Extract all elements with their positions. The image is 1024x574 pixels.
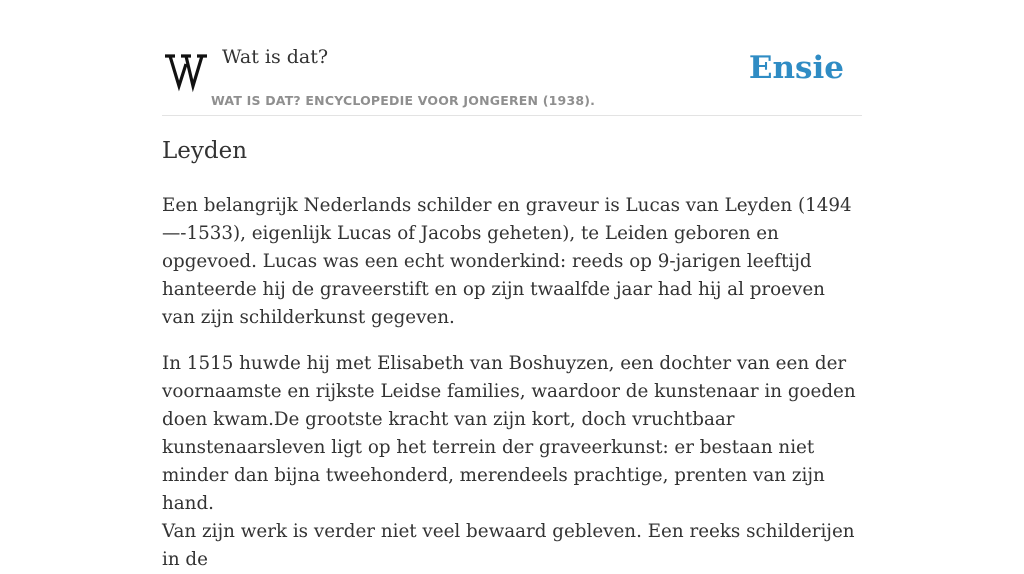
article-paragraph: Een belangrijk Nederlands schilder en graveur is Lucas van Leyden (1494 —-1533), eigenlijk Lucas of Jacobs geheten), te Leiden geboren en opgevoed. Lucas was een echt wonderkind: reeds op 9-jarigen leeftijd hanteerde hij de graveerstift en op zijn twaalfde jaar had hij al proeven van zijn schilderkunst gegeven. (162, 195, 852, 328)
article-paragraph: In 1515 huwde hij met Elisabeth van Boshuyzen, een dochter van een der voornaamste en rijkste Leidse families, waardoor de kunstenaar in goeden doen kwam.De grootste kracht van zijn kort, doch vruchtbaar kunstenaarsleven ligt op het terrein der graveerkunst: er bestaan niet minder dan bijna tweehonderd, merendeels prachtige, prenten van zijn hand. (162, 353, 856, 514)
site-title[interactable]: Wat is dat? (222, 46, 329, 68)
ensie-logo-link[interactable]: Ensie (748, 50, 844, 86)
article-body (162, 192, 862, 574)
article-title: Leyden (162, 138, 248, 164)
site-header (162, 40, 862, 116)
wikipedia-w-icon[interactable] (164, 52, 208, 90)
site-subtitle: WAT IS DAT? ENCYCLOPEDIE VOOR JONGEREN (1938). (211, 93, 596, 108)
article-paragraph: Van zijn werk is verder niet veel bewaard gebleven. Een reeks schilderijen in de (162, 521, 855, 570)
